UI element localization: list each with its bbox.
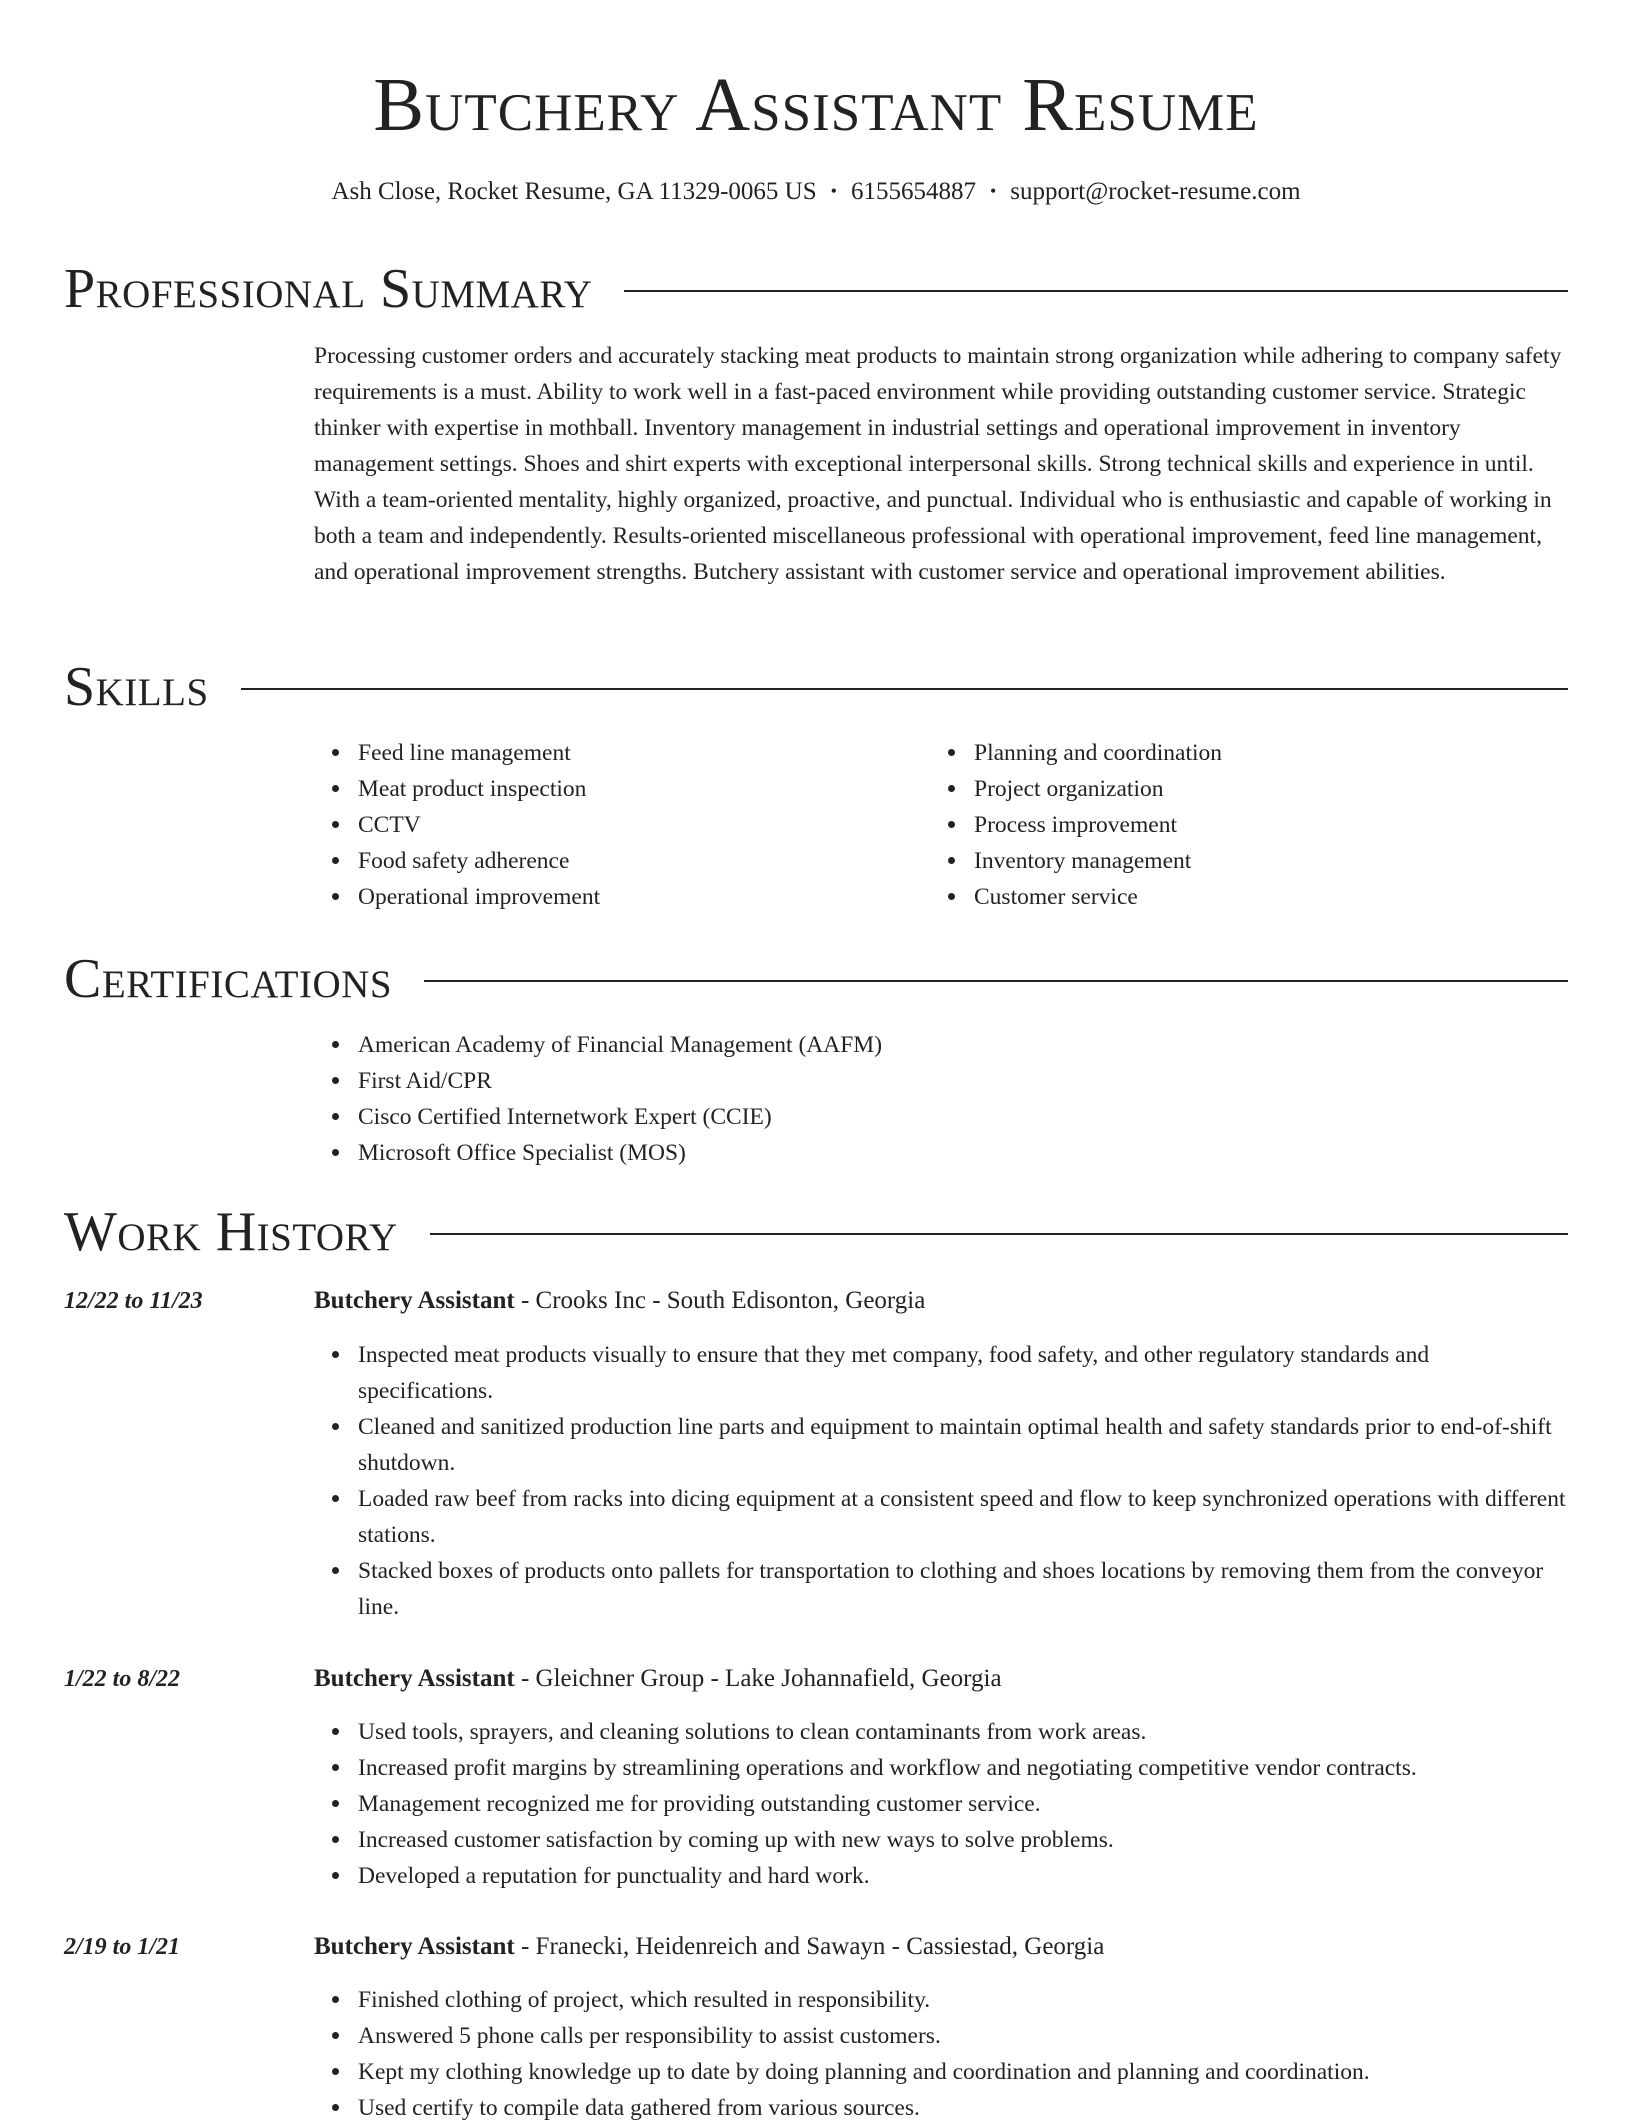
skill-item: Operational improvement	[358, 879, 930, 915]
contact-email: support@rocket-resume.com	[1010, 178, 1301, 205]
certification-item: First Aid/CPR	[358, 1063, 1568, 1099]
skill-item: Feed line management	[358, 735, 930, 771]
contact-address: Ash Close, Rocket Resume, GA 11329-0065 US	[331, 178, 817, 205]
certification-item: American Academy of Financial Management (AAFM)	[358, 1027, 1568, 1063]
certification-item: Microsoft Office Specialist (MOS)	[358, 1135, 1568, 1171]
job-bullet: Answered 5 phone calls per responsibility to assist customers.	[358, 2018, 1568, 2054]
job-bullet: Finished clothing of project, which resulted in responsibility.	[358, 1982, 1568, 2018]
skills-list	[314, 735, 1568, 915]
skills-section-header	[64, 652, 1568, 722]
job-title-line	[314, 1283, 1568, 1319]
contact-line	[0, 174, 1632, 209]
certifications-section-header	[64, 944, 1568, 1014]
job-bullet: Developed a reputation for punctuality and hard work.	[358, 1858, 1568, 1894]
summary-section-header	[64, 254, 1568, 324]
contact-separator: •	[830, 181, 837, 201]
section-divider	[624, 290, 1568, 292]
summary-text: Processing customer orders and accurately stacking meat products to maintain strong organization while adhering to company safety requirements is a must. Ability to work well in a fast-paced environment while providing outstanding customer service. Strategic thinker with expertise in mothball. Inventory management in industrial settings and operational improvement in inventory management settings. Shoes and shirt experts with exceptional interpersonal skills. Strong technical skills and experience in until. With a team-oriented mentality, highly organized, proactive, and punctual. Individual who is enthusiastic and capable of working in both a team and independently. Results-oriented miscellaneous professional with operational improvement, feed line management, and operational improvement strengths. Butchery assistant with customer service and operational improvement abilities.	[314, 343, 1562, 585]
skills-column-left	[314, 735, 930, 915]
skills-heading: Skills	[64, 656, 209, 718]
job-bullet: Used certify to compile data gathered from various sources.	[358, 2090, 1568, 2126]
summary-heading: Professional Summary	[64, 258, 593, 320]
section-divider	[241, 688, 1568, 690]
job-dates: 1/22 to 8/22	[64, 1666, 181, 1692]
job-employer-location: - Gleichner Group - Lake Johannafield, Georgia	[514, 1665, 1002, 1692]
job-employer-location: - Crooks Inc - South Edisonton, Georgia	[514, 1287, 926, 1314]
skill-item: Process improvement	[974, 807, 1546, 843]
job-dates: 12/22 to 11/23	[64, 1288, 203, 1314]
job-bullet: Management recognized me for providing outstanding customer service.	[358, 1786, 1568, 1822]
section-divider	[424, 980, 1568, 982]
work-history-section-header	[64, 1197, 1568, 1267]
job-bullet: Increased customer satisfaction by coming up with new ways to solve problems.	[358, 1822, 1568, 1858]
resume-title: Butchery Assistant Resume	[373, 63, 1259, 147]
contact-separator: •	[989, 181, 997, 201]
job-title-line	[314, 1661, 1568, 1697]
contact-phone: 6155654887	[850, 178, 976, 205]
skill-item: Customer service	[974, 879, 1546, 915]
section-divider	[430, 1233, 1568, 1235]
job-bullets	[314, 1337, 1568, 1625]
job-bullet: Inspected meat products visually to ensure that they met company, food safety, and other regulatory standards and specifications.	[358, 1337, 1568, 1409]
job-bullet: Cleaned and sanitized production line parts and equipment to maintain optimal health and safety standards prior to end-of-shift shutdown.	[358, 1409, 1568, 1481]
skill-item: Project organization	[974, 771, 1546, 807]
job-bullets	[314, 1714, 1568, 1894]
job-role: Butchery Assistant	[314, 1933, 515, 1960]
skill-item: Inventory management	[974, 843, 1546, 879]
job-dates: 2/19 to 1/21	[64, 1934, 181, 1960]
job-employer-location: - Franecki, Heidenreich and Sawayn - Cassiestad, Georgia	[514, 1933, 1105, 1960]
job-bullet: Loaded raw beef from racks into dicing equipment at a consistent speed and flow to keep synchronized operations with different stations.	[358, 1481, 1568, 1553]
certifications-list	[314, 1027, 1568, 1171]
certification-item: Cisco Certified Internetwork Expert (CCIE)	[358, 1099, 1568, 1135]
skill-item: Meat product inspection	[358, 771, 930, 807]
skill-item: CCTV	[358, 807, 930, 843]
summary-content	[314, 338, 1568, 590]
job-bullet: Used tools, sprayers, and cleaning solutions to clean contaminants from work areas.	[358, 1714, 1568, 1750]
job-bullet: Kept my clothing knowledge up to date by doing planning and coordination and planning and coordination.	[358, 2054, 1568, 2090]
job-bullets	[314, 1982, 1568, 2126]
job-bullet: Stacked boxes of products onto pallets for transportation to clothing and shoes locations by removing them from the conveyor line.	[358, 1553, 1568, 1625]
skill-item: Food safety adherence	[358, 843, 930, 879]
skill-item: Planning and coordination	[974, 735, 1546, 771]
job-title-line	[314, 1929, 1568, 1965]
skills-column-right	[930, 735, 1546, 915]
job-role: Butchery Assistant	[314, 1665, 515, 1692]
job-bullet: Increased profit margins by streamlining operations and workflow and negotiating competitive vendor contracts.	[358, 1750, 1568, 1786]
work-history-heading: Work History	[64, 1201, 398, 1263]
certifications-heading: Certifications	[64, 948, 393, 1010]
job-role: Butchery Assistant	[314, 1287, 515, 1314]
